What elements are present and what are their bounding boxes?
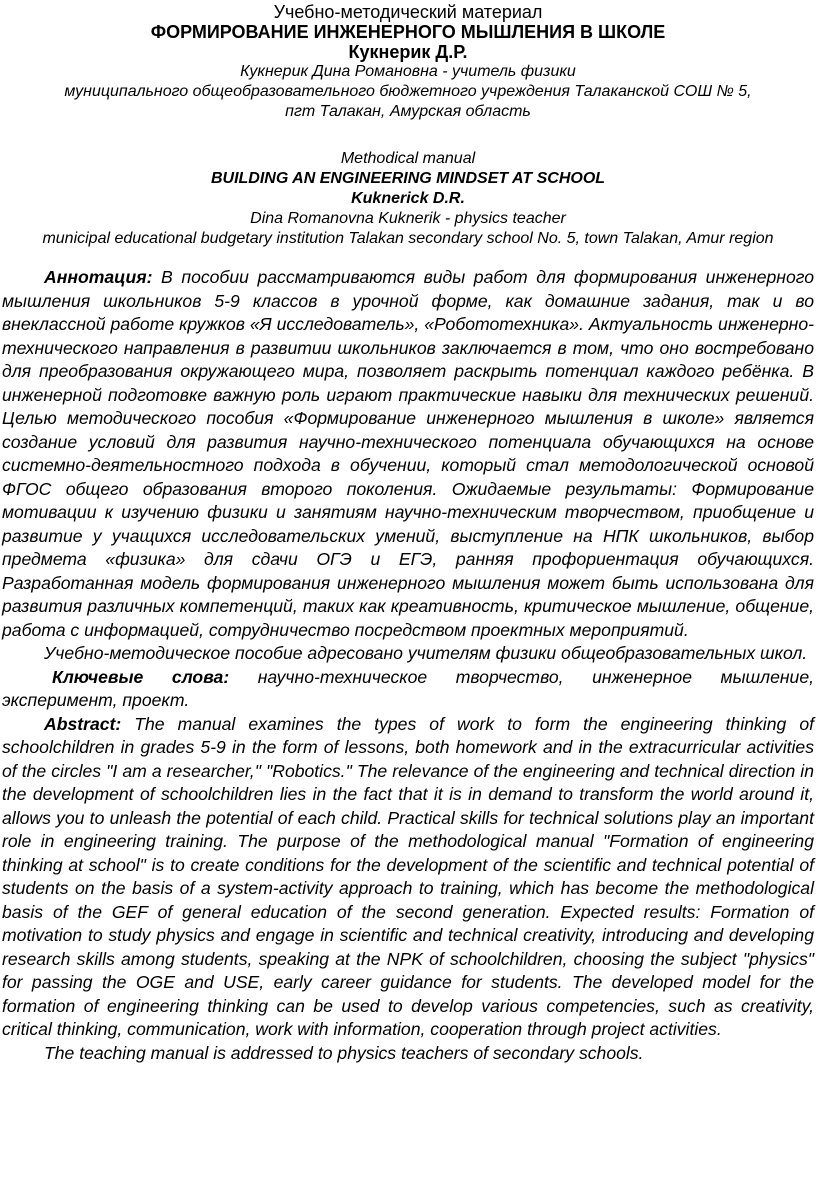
author-short-ru: Кукнерик Д.Р. <box>348 42 468 62</box>
institution-ru: муниципального общеобразовательного бюджетного учреждения Талаканской СОШ № 5, <box>64 83 752 100</box>
title-en: BUILDING AN ENGINEERING MINDSET AT SCHOOL <box>210 170 606 187</box>
keywords-text: научно-техническое творчество, инженерное мышление, эксперимент, проект. <box>2 666 814 710</box>
doc-type-ru: Учебно-методический материал <box>273 2 543 22</box>
russian-header <box>0 2 816 122</box>
abstract-paragraph <box>2 713 814 1042</box>
audience-en-paragraph: The teaching manual is addressed to physics teachers of secondary schools. <box>44 1042 644 1063</box>
title-ru: ФОРМИРОВАНИЕ ИНЖЕНЕРНОГО МЫШЛЕНИЯ В ШКОЛЕ <box>150 22 666 42</box>
author-short-en: Kuknerick D.R. <box>351 190 465 207</box>
abstract-label: Abstract: <box>44 713 122 734</box>
keywords-label: Ключевые слова: <box>52 666 230 687</box>
location-ru: пгт Талакан, Амурская область <box>285 103 531 120</box>
keywords-paragraph <box>2 666 814 713</box>
annotation-label: Аннотация: <box>44 267 153 287</box>
document-body <box>2 266 814 1065</box>
author-full-ru: Кукнерик Дина Романовна - учитель физики <box>240 63 576 80</box>
english-header <box>0 149 816 249</box>
audience-ru-paragraph: Учебно-методическое пособие адресовано учителям физики общеобразовательных школ. <box>44 643 808 663</box>
annotation-text: В пособии рассматриваются виды работ для формирования инженерного мышления школьников 5-9 классов в урочной форме, как домашние задания, так и во внеклассной работе кружков «Я исследователь», «Робототехника». Актуальность инженерно-технического направления в развитии школьников заключается в том, что оно востребовано для преобразования окружающего мира, позволяет раскрыть потенциал каждого ребёнка. В инженерной подготовке важную роль играют практические навыки для технических решений. Целью методического пособия «Формирование инженерного мышления в школе» является создание условий для развития научно-технического потенциала обучающихся на основе системно-деятельностного подхода в обучении, который стал методологической основой ФГОС общего образования второго поколения. Ожидаемые результаты: Формирование мотивации к изучению физики и занятиям научно-техническим творчеством, приобщение и развитие у учащихся исследовательских умений, выступление на НПК школьников, выбор предмета «физика» для сдачи ОГЭ и ЕГЭ, ранняя профориентация обучающихся. Разработанная модель формирования инженерного мышления может быть использована для развития различных компетенций, таких как креативность, критическое мышление, общение, работа с информацией, сотрудничество посредством проектных мероприятий. <box>2 267 814 640</box>
annotation-paragraph <box>2 266 814 642</box>
doc-type-en: Methodical manual <box>340 150 476 167</box>
author-full-en: Dina Romanovna Kuknerik - physics teacher <box>250 210 566 227</box>
abstract-text: The manual examines the types of work to form the engineering thinking of schoolchildren in grades 5-9 in the form of lessons, both homework and in the extracurricular activities of the circles "I am a researcher," "Robotics." The relevance of the engineering and technical direction in the development of schoolchildren lies in the fact that it is in demand to transform the world around it, allows you to unleash the potential of each child. Practical skills for technical solutions play an important role in engineering training. The purpose of the methodological manual "Formation of engineering thinking at school" is to create conditions for the development of the scientific and technical potential of students on the basis of a system-activity approach to training, which has become the methodological basis of the GEF of general education of the second generation. Expected results: Formation of motivation to study physics and engage in scientific and technical creativity, introducing and developing research skills among students, speaking at the NPK of schoolchildren, choosing the subject "physics" for passing the OGE and USE, early career guidance for students. The developed model for the formation of engineering thinking can be used to develop various competencies, such as creativity, critical thinking, communication, work with information, cooperation through project activities. <box>2 713 814 1039</box>
institution-en: municipal educational budgetary institution Talakan secondary school No. 5, town Talakan, Amur region <box>42 230 774 247</box>
